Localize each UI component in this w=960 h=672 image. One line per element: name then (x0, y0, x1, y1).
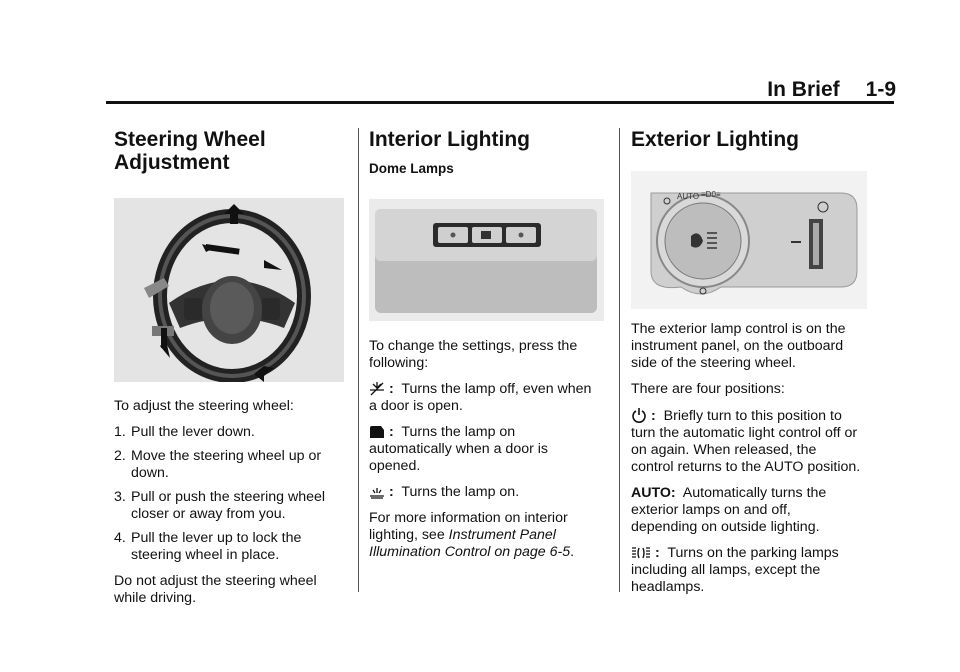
lamp-off-item: : Turns the lamp off, even when a door is open. (369, 381, 592, 414)
positions-intro: There are four positions: (631, 381, 785, 397)
lamp-on-item: : Turns the lamp on. (369, 484, 599, 501)
more-info: For more information on interior lighting, see Instrument Panel Illumination Control on page 6-5. (369, 510, 575, 560)
svg-text:≡D0≡: ≡D0≡ (701, 190, 721, 199)
list-item: 4. Pull the lever up to lock the steering wheel in place. (114, 530, 302, 563)
page-number: 1-9 (865, 78, 896, 101)
list-item: 1. Pull the lever down. (114, 424, 255, 440)
column-interior (369, 128, 599, 570)
column-divider (619, 128, 620, 592)
exterior-intro: The exterior lamp control is on the instrument panel, on the outboard side of the steering wheel. (631, 321, 846, 371)
exterior-title: Exterior Lighting (631, 128, 799, 151)
power-item: : Briefly turn to this position to turn the automatic light control off or on again. When released, the control returns to the AUTO position. (631, 408, 861, 475)
lamp-off-icon (369, 382, 385, 396)
list-item: 2. Move the steering wheel up or down. (114, 448, 322, 481)
list-item: 3. Pull or push the steering wheel closer or away from you. (114, 489, 326, 522)
door-icon (369, 425, 385, 439)
dome-intro: To change the settings, press the following: (369, 338, 578, 371)
parking-lamp-icon (631, 546, 651, 560)
steering-warning: Do not adjust the steering wheel while driving. (114, 573, 317, 606)
header-rule (106, 101, 894, 104)
steering-title: Steering Wheel Adjustment (114, 128, 266, 174)
column-divider (358, 128, 359, 592)
page-header (767, 78, 896, 102)
dome-lamps-subtitle: Dome Lamps (369, 161, 454, 176)
column-exterior (631, 128, 861, 605)
cross-reference-link[interactable]: Instrument Panel Illumination Control on page 6-5 (369, 527, 571, 560)
steering-wheel-illustration (114, 198, 344, 382)
column-steering (114, 128, 344, 616)
steering-intro: To adjust the steering wheel: (114, 398, 294, 414)
parking-item: : Turns on the parking lamps including all lamps, except the headlamps. (631, 545, 839, 595)
auto-item: AUTO: Automatically turns the exterior lamps on and off, depending on outside lighting. (631, 485, 827, 535)
door-item: : Turns the lamp on automatically when a door is opened. (369, 424, 549, 474)
dial-auto-label: AUTO (677, 192, 700, 201)
dome-lamp-illustration (369, 199, 604, 321)
lamp-on-icon (369, 485, 385, 499)
interior-title: Interior Lighting (369, 128, 530, 151)
header-section: In Brief (767, 78, 840, 101)
power-icon (631, 407, 647, 423)
exterior-lamp-control-illustration (631, 171, 867, 309)
